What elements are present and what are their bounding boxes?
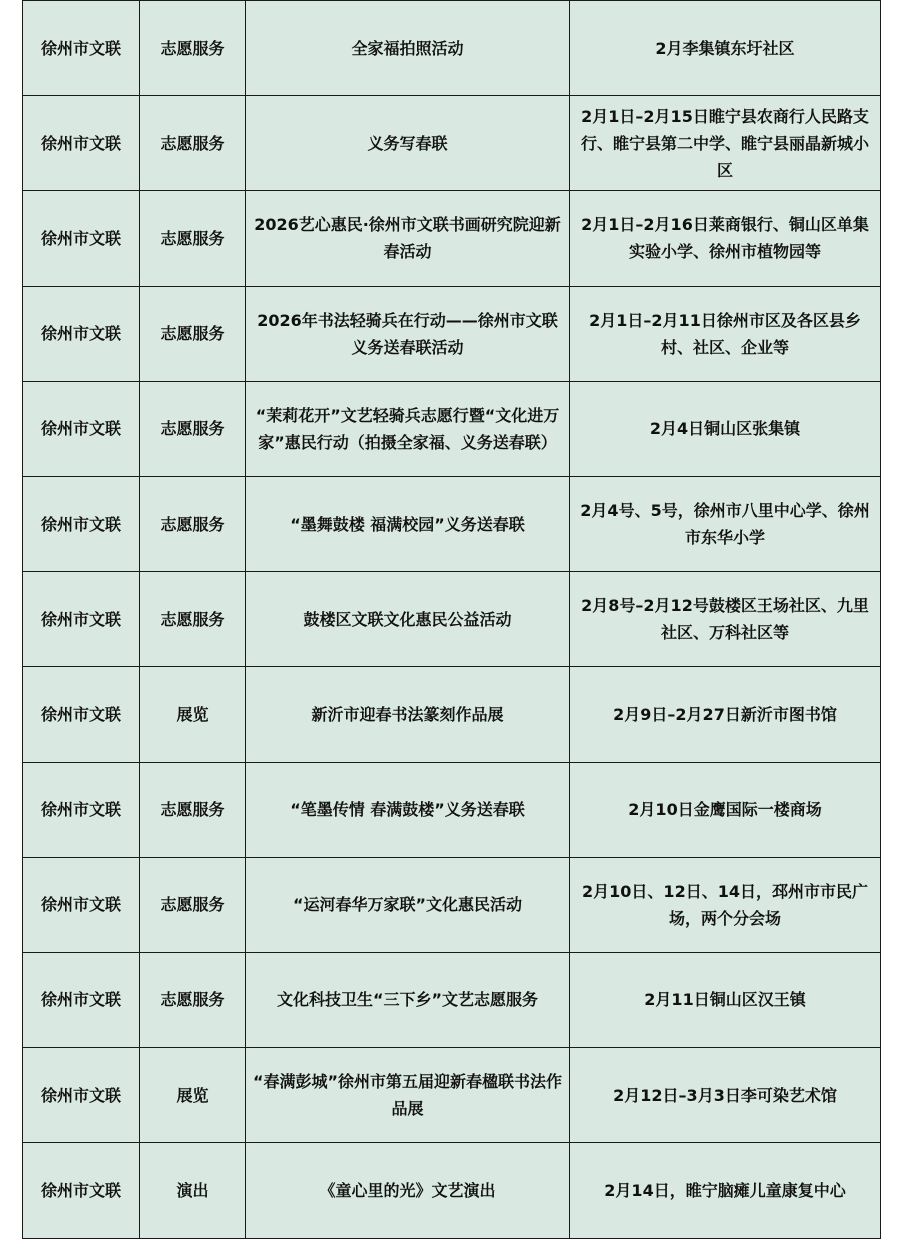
organizer-cell: 徐州市文联 — [23, 857, 140, 952]
table-row — [23, 952, 881, 1047]
date-location-cell: 2月12日–3月3日李可染艺术馆 — [570, 1048, 881, 1143]
organizer-cell: 徐州市文联 — [23, 96, 140, 191]
activity-name-cell: 2026年书法轻骑兵在行动——徐州市文联义务送春联活动 — [246, 286, 570, 381]
category-cell: 志愿服务 — [140, 572, 246, 667]
date-location-cell: 2月1日–2月15日睢宁县农商行人民路支行、睢宁县第二中学、睢宁县丽晶新城小区 — [570, 96, 881, 191]
activity-name-cell: “笔墨传情 春满鼓楼”义务送春联 — [246, 762, 570, 857]
activity-name-cell: 2026艺心惠民·徐州市文联书画研究院迎新春活动 — [246, 191, 570, 286]
table-row — [23, 667, 881, 762]
activity-name-cell: 义务写春联 — [246, 96, 570, 191]
organizer-cell: 徐州市文联 — [23, 191, 140, 286]
table-row — [23, 857, 881, 952]
activity-name-cell: “运河春华万家联”文化惠民活动 — [246, 857, 570, 952]
table-row — [23, 476, 881, 571]
category-cell: 展览 — [140, 1048, 246, 1143]
table-row — [23, 1143, 881, 1238]
activity-name-cell: 新沂市迎春书法篆刻作品展 — [246, 667, 570, 762]
organizer-cell: 徐州市文联 — [23, 1143, 140, 1238]
date-location-cell: 2月14日，睢宁脑瘫儿童康复中心 — [570, 1143, 881, 1238]
category-cell: 志愿服务 — [140, 952, 246, 1047]
activity-name-cell: “春满彭城”徐州市第五届迎新春楹联书法作品展 — [246, 1048, 570, 1143]
date-location-cell: 2月10日、12日、14日，邳州市市民广场，两个分会场 — [570, 857, 881, 952]
date-location-cell: 2月8号–2月12号鼓楼区王场社区、九里社区、万科社区等 — [570, 572, 881, 667]
category-cell: 志愿服务 — [140, 286, 246, 381]
organizer-cell: 徐州市文联 — [23, 952, 140, 1047]
activity-name-cell: 鼓楼区文联文化惠民公益活动 — [246, 572, 570, 667]
date-location-cell: 2月9日–2月27日新沂市图书馆 — [570, 667, 881, 762]
table-row — [23, 96, 881, 191]
date-location-cell: 2月1日–2月11日徐州市区及各区县乡村、社区、企业等 — [570, 286, 881, 381]
organizer-cell: 徐州市文联 — [23, 572, 140, 667]
category-cell: 志愿服务 — [140, 857, 246, 952]
table-row — [23, 1048, 881, 1143]
category-cell: 演出 — [140, 1143, 246, 1238]
activity-name-cell: 全家福拍照活动 — [246, 1, 570, 96]
organizer-cell: 徐州市文联 — [23, 762, 140, 857]
organizer-cell: 徐州市文联 — [23, 1048, 140, 1143]
category-cell: 志愿服务 — [140, 762, 246, 857]
table-row — [23, 381, 881, 476]
date-location-cell: 2月李集镇东圩社区 — [570, 1, 881, 96]
organizer-cell: 徐州市文联 — [23, 1, 140, 96]
organizer-cell: 徐州市文联 — [23, 476, 140, 571]
category-cell: 志愿服务 — [140, 1, 246, 96]
activity-name-cell: “茉莉花开”文艺轻骑兵志愿行暨“文化进万家”惠民行动（拍摄全家福、义务送春联） — [246, 381, 570, 476]
category-cell: 展览 — [140, 667, 246, 762]
organizer-cell: 徐州市文联 — [23, 286, 140, 381]
table-row — [23, 286, 881, 381]
table-row — [23, 1, 881, 96]
date-location-cell: 2月1日–2月16日莱商银行、铜山区单集实验小学、徐州市植物园等 — [570, 191, 881, 286]
category-cell: 志愿服务 — [140, 191, 246, 286]
category-cell: 志愿服务 — [140, 476, 246, 571]
event-table — [22, 0, 881, 1239]
organizer-cell: 徐州市文联 — [23, 667, 140, 762]
category-cell: 志愿服务 — [140, 381, 246, 476]
organizer-cell: 徐州市文联 — [23, 381, 140, 476]
table-row — [23, 762, 881, 857]
date-location-cell: 2月10日金鹰国际一楼商场 — [570, 762, 881, 857]
activity-name-cell: “墨舞鼓楼 福满校园”义务送春联 — [246, 476, 570, 571]
table-row — [23, 572, 881, 667]
category-cell: 志愿服务 — [140, 96, 246, 191]
table-row — [23, 191, 881, 286]
activity-name-cell: 文化科技卫生“三下乡”文艺志愿服务 — [246, 952, 570, 1047]
date-location-cell: 2月4号、5号，徐州市八里中心学、徐州市东华小学 — [570, 476, 881, 571]
date-location-cell: 2月11日铜山区汉王镇 — [570, 952, 881, 1047]
date-location-cell: 2月4日铜山区张集镇 — [570, 381, 881, 476]
activity-name-cell: 《童心里的光》文艺演出 — [246, 1143, 570, 1238]
